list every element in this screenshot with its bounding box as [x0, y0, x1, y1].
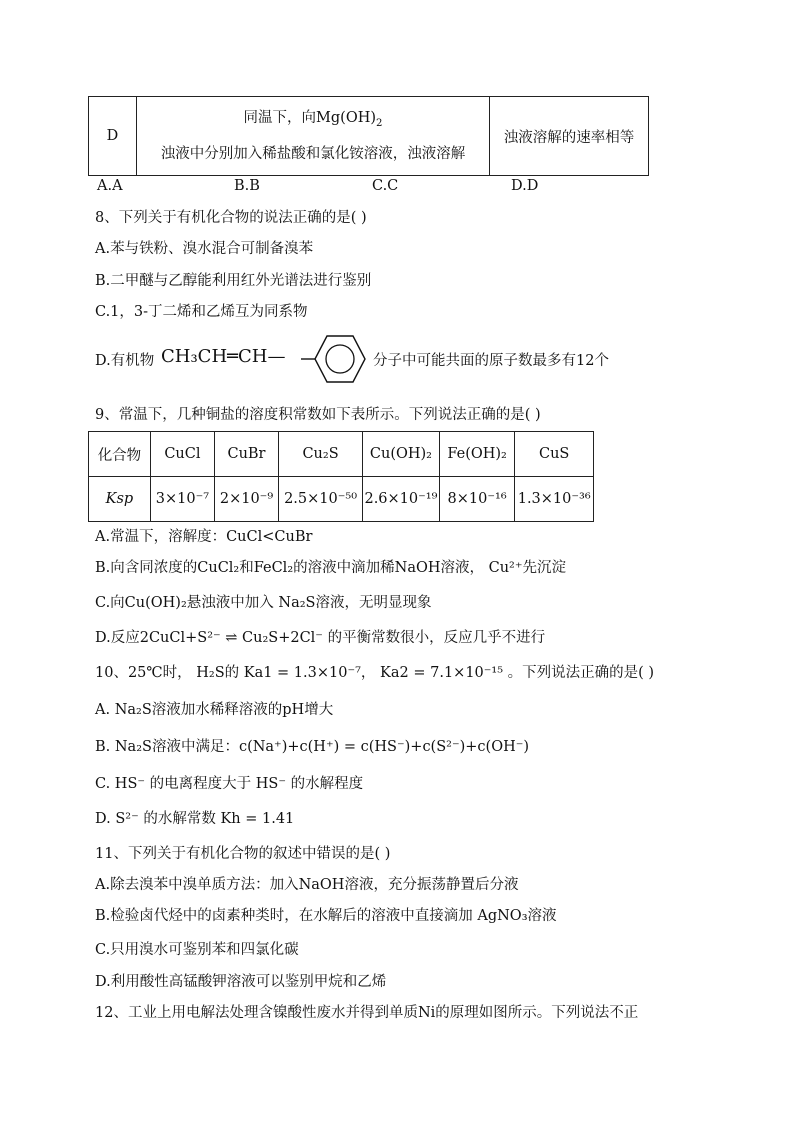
q10-option-b: B. Na₂S溶液中满足：c(Na⁺)+c(H⁺) = c(HS⁻)+c(S²⁻)+c(OH⁻) [95, 739, 530, 755]
row-label: D [89, 97, 137, 176]
header-cell: CuS [515, 432, 594, 477]
content-line1: 同温下，向$Mg(OH)_2$ [243, 110, 383, 129]
header-cell: Fe(OH)₂ [439, 432, 515, 477]
table-row [89, 477, 594, 522]
row-label-cell: Ksp [89, 477, 151, 522]
q7-option-c: C.C [372, 178, 399, 194]
q8-option-c: C.1，3-丁二烯和乙烯互为同系物 [95, 304, 308, 320]
q10-option-d: D. S²⁻ 的水解常数 Kh = 1.41 [95, 811, 295, 827]
content-line2: 浊液中分别加入稀盐酸和氯化铵溶液，浊液溶解 [160, 145, 466, 162]
q10-option-c: C. HS⁻ 的电离程度大于 HS⁻ 的水解程度 [95, 776, 364, 792]
ksp-cell: 2.6×10⁻¹⁹ [363, 477, 440, 522]
ksp-table [88, 431, 594, 522]
header-cell: Cu(OH)₂ [363, 432, 440, 477]
q7-option-d: D.D [511, 178, 539, 194]
q7-option-b: B.B [234, 178, 260, 194]
ksp-cell: 8×10⁻¹⁶ [439, 477, 515, 522]
header-cell: Cu₂S [279, 432, 363, 477]
header-cell: CuCl [150, 432, 214, 477]
q8-option-b: B.二甲醚与乙醇能利用红外光谱法进行鉴别 [95, 273, 372, 289]
q11-option-a: A.除去溴苯中溴单质方法：加入NaOH溶液，充分振荡静置后分液 [95, 877, 519, 893]
q8-d-formula: CH₃CH═CH— [161, 346, 286, 367]
ksp-cell: 3×10⁻⁷ [150, 477, 214, 522]
table-row [89, 432, 594, 477]
q9-option-d: D.反应2CuCl+S²⁻ ⇌ Cu₂S+2Cl⁻ 的平衡常数很小，反应几乎不进行 [95, 630, 546, 646]
q10-option-a: A. Na₂S溶液加水稀释溶液的pH增大 [95, 702, 334, 718]
header-cell: 化合物 [89, 432, 151, 477]
q11-option-c: C.只用溴水可鉴别苯和四氯化碳 [95, 942, 299, 958]
benzene-ring-icon [301, 330, 377, 388]
header-cell: CuBr [214, 432, 278, 477]
ksp-cell: 2×10⁻⁹ [214, 477, 278, 522]
q9-option-c: C.向Cu(OH)₂悬浊液中加入 Na₂S溶液，无明显现象 [95, 595, 432, 611]
q12-stem: 12、工业上用电解法处理含镍酸性废水并得到单质Ni的原理如图所示。下列说法不正 [95, 1005, 639, 1021]
q8-d-prefix: D.有机物 [95, 353, 155, 369]
q9-option-a: A.常温下，溶解度：CuCl<CuBr [95, 529, 313, 545]
option-d-table [88, 96, 649, 176]
q8-option-a: A.苯与铁粉、溴水混合可制备溴苯 [95, 241, 314, 257]
q10-stem: 10、25℃时， H₂S的 Ka1 = 1.3×10⁻⁷， Ka2 = 7.1×10⁻¹⁵ 。下列说法正确的是( ) [95, 665, 655, 681]
q11-stem: 11、下列关于有机化合物的叙述中错误的是( ) [95, 846, 391, 862]
ksp-cell: 2.5×10⁻⁵⁰ [279, 477, 363, 522]
q9-option-b: B.向含同浓度的CuCl₂和FeCl₂的溶液中滴加稀NaOH溶液， Cu²⁺先沉淀 [95, 560, 567, 576]
q8-stem: 8、下列关于有机化合物的说法正确的是( ) [95, 210, 367, 226]
q11-option-b: B.检验卤代烃中的卤素种类时，在水解后的溶液中直接滴加 AgNO₃溶液 [95, 908, 557, 924]
q11-option-d: D.利用酸性高锰酸钾溶液可以鉴别甲烷和乙烯 [95, 974, 387, 990]
q8-d-suffix: 分子中可能共面的原子数最多有12个 [373, 353, 609, 369]
ksp-cell: 1.3×10⁻³⁶ [515, 477, 594, 522]
q7-option-a: A.A [97, 178, 123, 194]
table-row [89, 97, 649, 176]
experiment-result: 浊液溶解的速率相等 [490, 97, 649, 176]
q9-stem: 9、常温下，几种铜盐的溶度积常数如下表所示。下列说法正确的是( ) [95, 407, 541, 423]
experiment-content [137, 97, 490, 176]
